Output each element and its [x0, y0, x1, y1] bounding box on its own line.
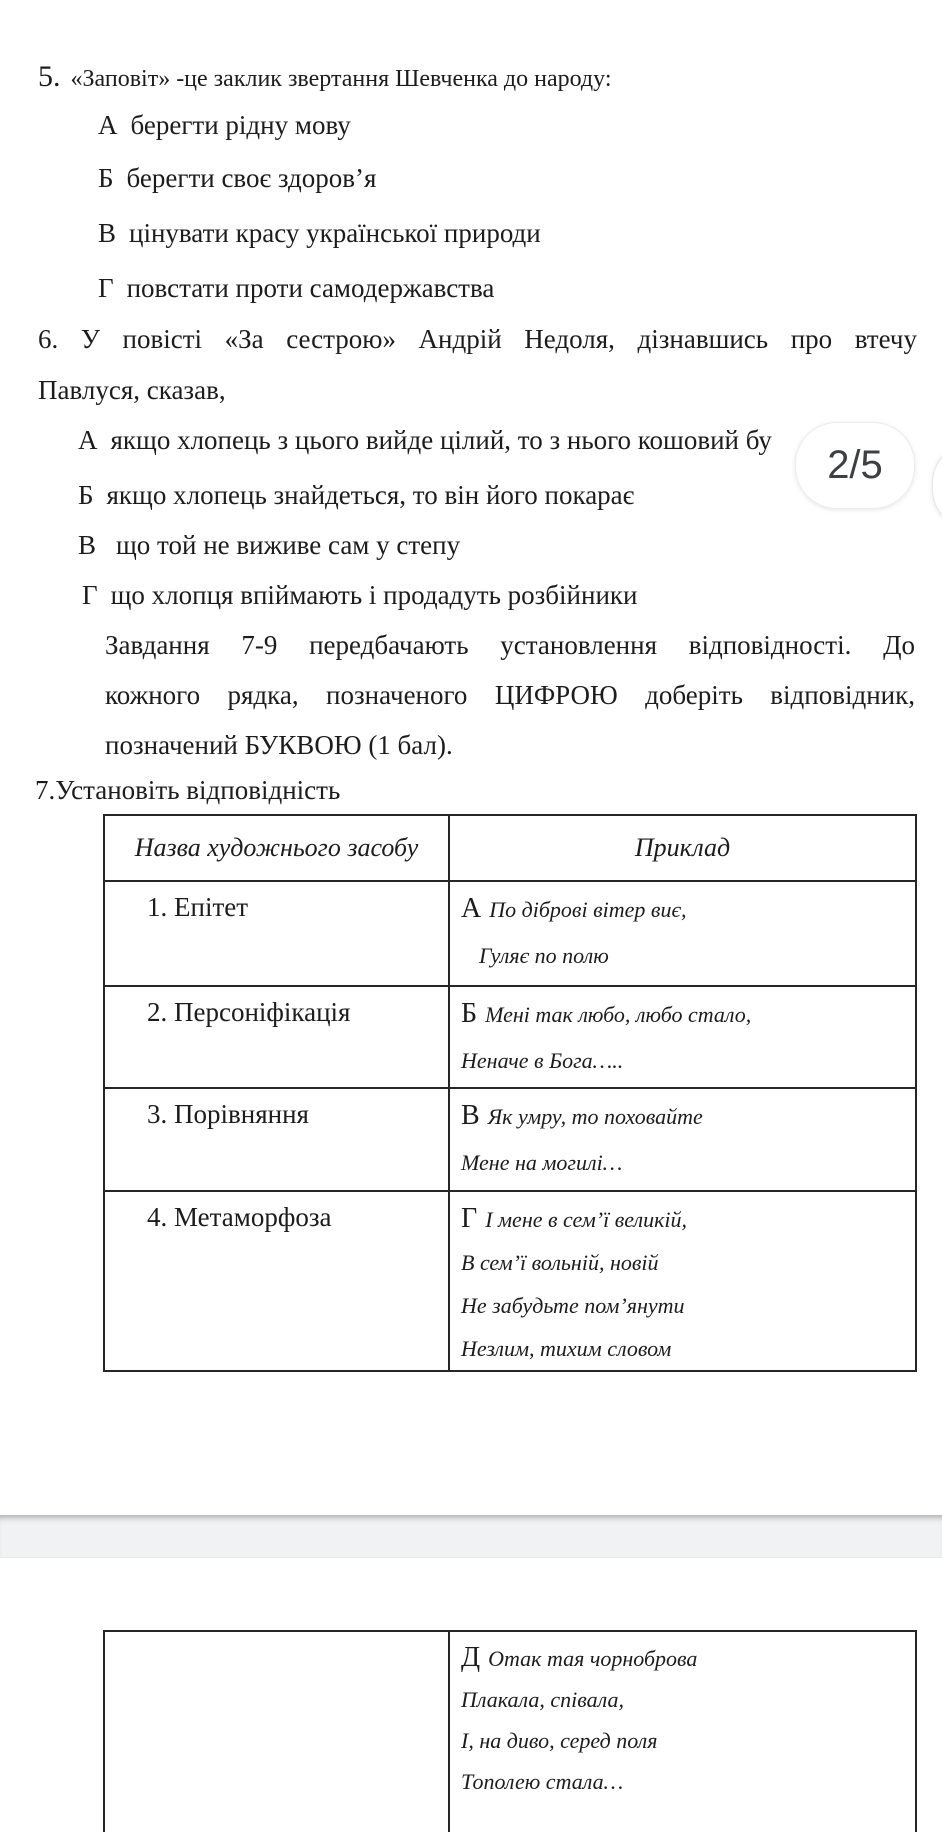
table-row-term: 1. Епітет — [147, 892, 249, 922]
option-letter: Г — [82, 580, 98, 610]
option-text: берегти рідну мову — [130, 110, 351, 140]
example-letter: В — [461, 1100, 480, 1131]
table-row-example — [461, 991, 751, 1084]
question-5-text: «Заповіт» -це заклик звертання Шевченка до народу: — [70, 66, 612, 92]
table-header-term: Назва художнього засобу — [134, 833, 419, 862]
table-row-divider — [105, 1087, 915, 1089]
example-line — [461, 991, 751, 1038]
table-column-divider — [448, 816, 450, 1370]
instruction-line3: позначений БУКВОЮ (1 бал). — [105, 730, 453, 760]
option-letter: А — [98, 110, 118, 140]
table-row-divider — [105, 985, 915, 987]
example-line: І, на диво, серед поля — [461, 1728, 658, 1753]
example-line: В сем’ї вольній, новій — [461, 1250, 659, 1275]
q6-option-v — [78, 528, 460, 562]
instruction-line1: Завдання 7-9 передбачають установлення відповідності. До — [105, 630, 915, 660]
side-action-pill[interactable] — [932, 442, 942, 530]
example-letter: Г — [461, 1203, 478, 1234]
matching-table-continued — [103, 1630, 917, 1832]
example-line — [461, 886, 687, 933]
example-line: Неначе в Бога….. — [461, 1048, 624, 1073]
example-letter: Д — [461, 1642, 481, 1673]
table-row-example — [461, 1093, 703, 1186]
example-line: Гуляє по полю — [479, 943, 609, 968]
table-row-example — [461, 1197, 687, 1370]
example-text: Мені так любо, любо стало, — [485, 1002, 752, 1027]
option-text: що той не виживе сам у степу — [116, 530, 461, 560]
example-text: І мене в сем’ї великій, — [485, 1207, 687, 1232]
instruction-line2: кожного рядка, позначеного ЦИФРОЮ доберіть відповідник, — [105, 680, 915, 710]
option-text: якщо хлопець з цього вийде цілий, то з нього кошовий бу — [110, 425, 772, 455]
q5-option-v — [98, 216, 541, 250]
example-text: Як умру, то поховайте — [487, 1104, 703, 1129]
question-5-number: 5. — [38, 60, 61, 93]
option-letter: В — [98, 218, 117, 248]
option-text: повстати проти самодержавства — [126, 273, 495, 303]
question-6-line2: Павлуся, сказав, — [38, 375, 226, 405]
option-letter: А — [78, 425, 98, 455]
table-row-divider — [105, 880, 915, 882]
table-row-example — [461, 886, 687, 979]
table-header-example: Приклад — [634, 833, 731, 862]
q5-option-b — [98, 161, 376, 195]
table-row-term: 4. Метаморфоза — [147, 1202, 332, 1232]
example-line: Плакала, співала, — [461, 1687, 624, 1712]
question-6-line1: 6. У повісті «За сестрою» Андрій Недоля, дізнавшись про втечу — [38, 324, 917, 354]
table-row-example — [461, 1637, 697, 1802]
option-letter: Б — [78, 480, 94, 510]
example-line: Незлим, тихим словом — [461, 1336, 672, 1361]
example-text: По діброві вітер виє, — [489, 897, 687, 922]
q5-option-g — [98, 271, 494, 305]
example-text: Отак тая чорноброва — [488, 1646, 698, 1671]
example-letter: Б — [461, 998, 478, 1029]
example-letter: А — [461, 893, 482, 924]
example-line — [461, 1197, 687, 1241]
q6-option-a — [78, 423, 772, 457]
option-letter: Б — [98, 163, 114, 193]
example-line: Мене на могилі… — [461, 1150, 623, 1175]
question-5-title — [38, 60, 612, 96]
table-row-term: 3. Порівняння — [147, 1099, 309, 1129]
page-indicator-badge: 2/5 — [795, 422, 915, 509]
example-line — [461, 1637, 697, 1679]
example-line: Тополею стала… — [461, 1769, 624, 1794]
option-text: берегти своє здоров’я — [126, 163, 377, 193]
q5-option-a — [98, 108, 351, 142]
q6-option-b — [78, 478, 634, 512]
example-line — [461, 1093, 703, 1140]
option-text: якщо хлопець знайдеться, то він його покарає — [106, 480, 635, 510]
option-letter: В — [78, 530, 97, 560]
table-column-divider — [448, 1632, 450, 1832]
option-letter: Г — [98, 273, 114, 303]
table-row-term: 2. Персоніфікація — [147, 997, 351, 1027]
page-gap-separator — [0, 1515, 942, 1558]
matching-table — [103, 814, 917, 1372]
option-text: цінувати красу української природи — [129, 218, 541, 248]
question-7-title: 7.Установіть відповідність — [35, 775, 341, 805]
example-line: Не забудьте пом’янути — [461, 1293, 685, 1318]
option-text: що хлопця впіймають і продадуть розбійники — [110, 580, 638, 610]
table-row-divider — [105, 1190, 915, 1192]
q6-option-g — [82, 578, 637, 612]
